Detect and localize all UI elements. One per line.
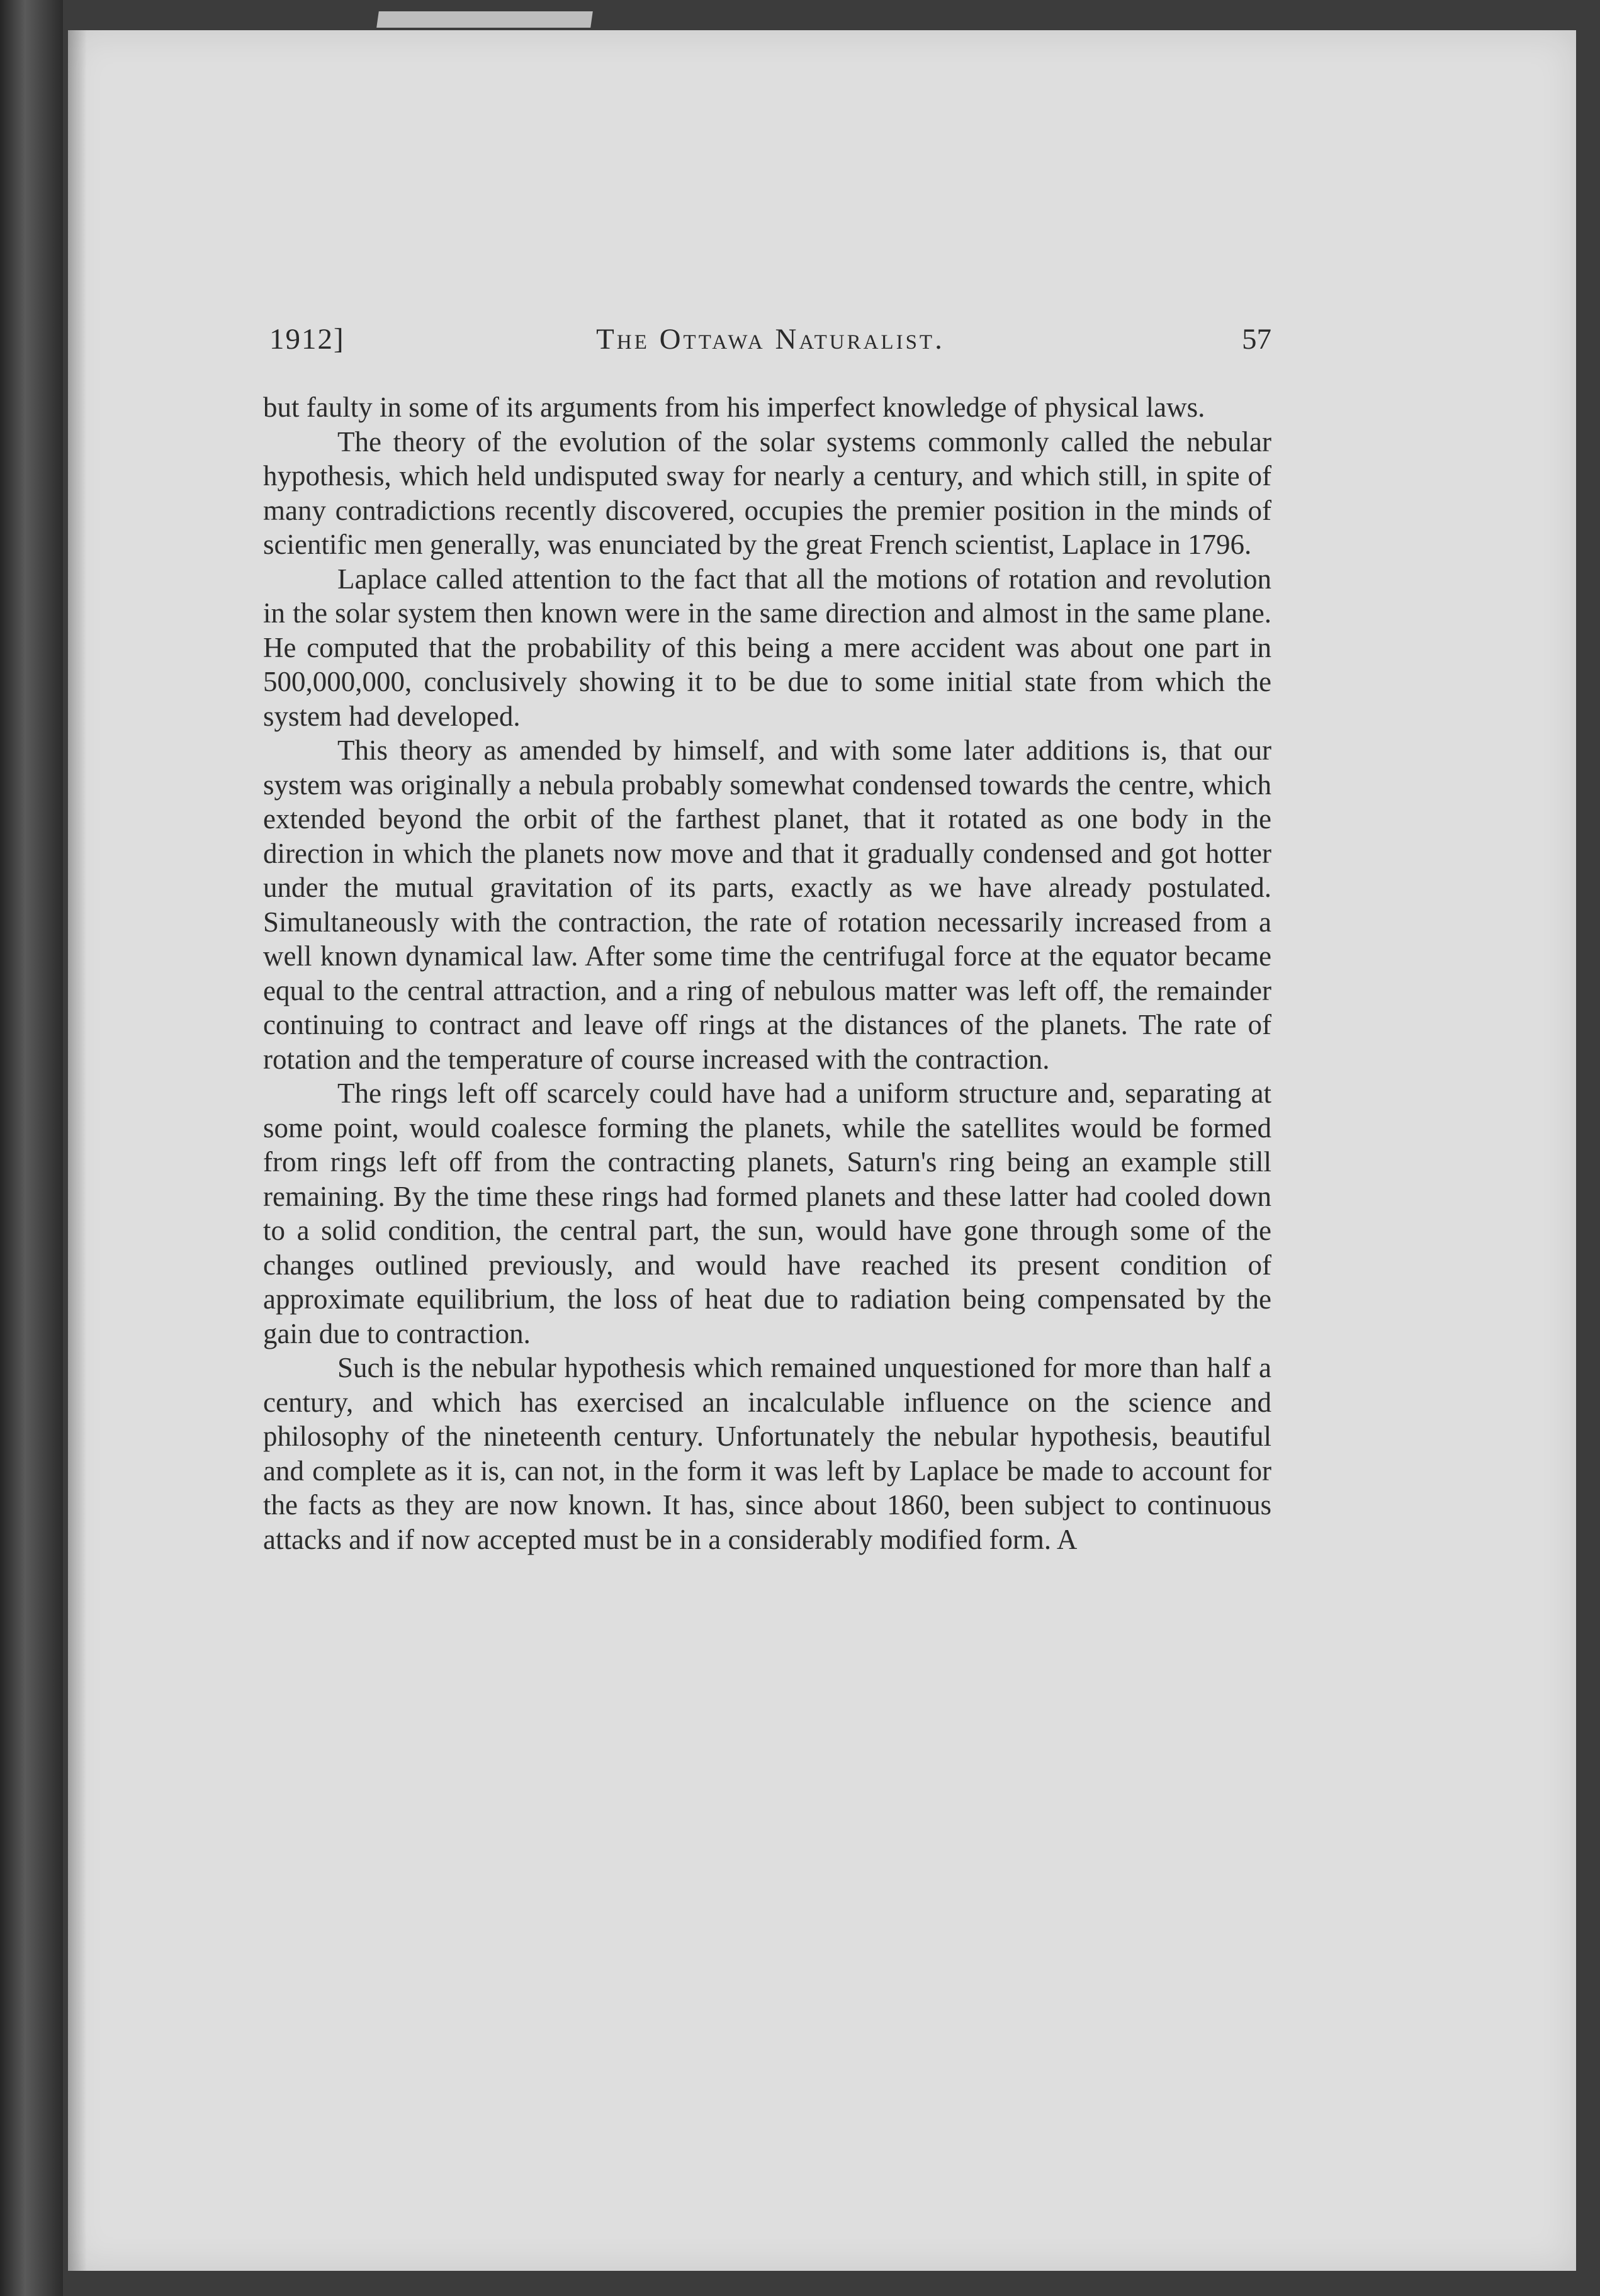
facing-page-edge bbox=[0, 0, 63, 2296]
header-title: The Ottawa Naturalist. bbox=[596, 323, 945, 356]
page-top-strip bbox=[376, 11, 593, 28]
paragraph: The theory of the evolution of the solar systems commonly called the nebular hypothesis, which held undisputed sway for nearly a century, and which still, in spite of many contradictions recently discovered, occupies the premier position in the minds of scientific men generally, was enunciated by the great French scientist, Laplace in 1796. bbox=[263, 425, 1271, 560]
paragraph: but faulty in some of its arguments from his imperfect knowledge of physical laws. bbox=[263, 391, 1205, 423]
paragraph: The rings left off scarcely could have had a uniform structure and, separating at some point, would coalesce forming the planets, while the satellites would be formed from rings left off from the contracting planets, Saturn's ring being an example still remaining. By the time these rings had formed planets and these latter had cooled down to a solid condition, the central part, the sun, would have gone through some of the changes outlined previously, and would have reached its present condition of approximate equilibrium, the loss of heat due to radiation being compensated by the gain due to contraction. bbox=[263, 1078, 1271, 1349]
article-body bbox=[263, 390, 1271, 1556]
paragraph: Such is the nebular hypothesis which remained unquestioned for more than half a century, and which has exercised an incalculable influence on the science and philosophy of the nineteenth century. Unfortunately the nebular hypothesis, beautiful and complete as it is, can not, in the form it was left by Laplace be made to account for the facts as they are now known. It has, since about 1860, been subject to continuous attacks and if now accepted must be in a considerably modified form. A bbox=[263, 1352, 1271, 1555]
paragraph: Laplace called attention to the fact that all the motions of rotation and revolution in the solar system then known were in the same direction and almost in the same plane. He computed that the probability of this being a mere accident was about one part in 500,000,000, conclusively showing it to be due to some initial state from which the system had developed. bbox=[263, 563, 1271, 732]
header-year: 1912] bbox=[269, 323, 345, 356]
paragraph: This theory as amended by himself, and with some later additions is, that our system was originally a nebula probably somewhat condensed towards the centre, which extended beyond the orbit of the farthest planet, that it rotated as one body in the direction in which the planets now move and that it gradually condensed and got hotter under the mutual gravitation of its parts, exactly as we have already postulated. Simultaneously with the contraction, the rate of rotation necessarily increased from a well known dynamical law. After some time the centrifugal force at the equator became equal to the central attraction, and a ring of nebulous matter was left off, the remainder continuing to contract and leave off rings at the distances of the planets. The rate of rotation and the temperature of course increased with the contraction. bbox=[263, 734, 1271, 1075]
page-number: 57 bbox=[1242, 323, 1271, 356]
running-header bbox=[269, 322, 1271, 366]
